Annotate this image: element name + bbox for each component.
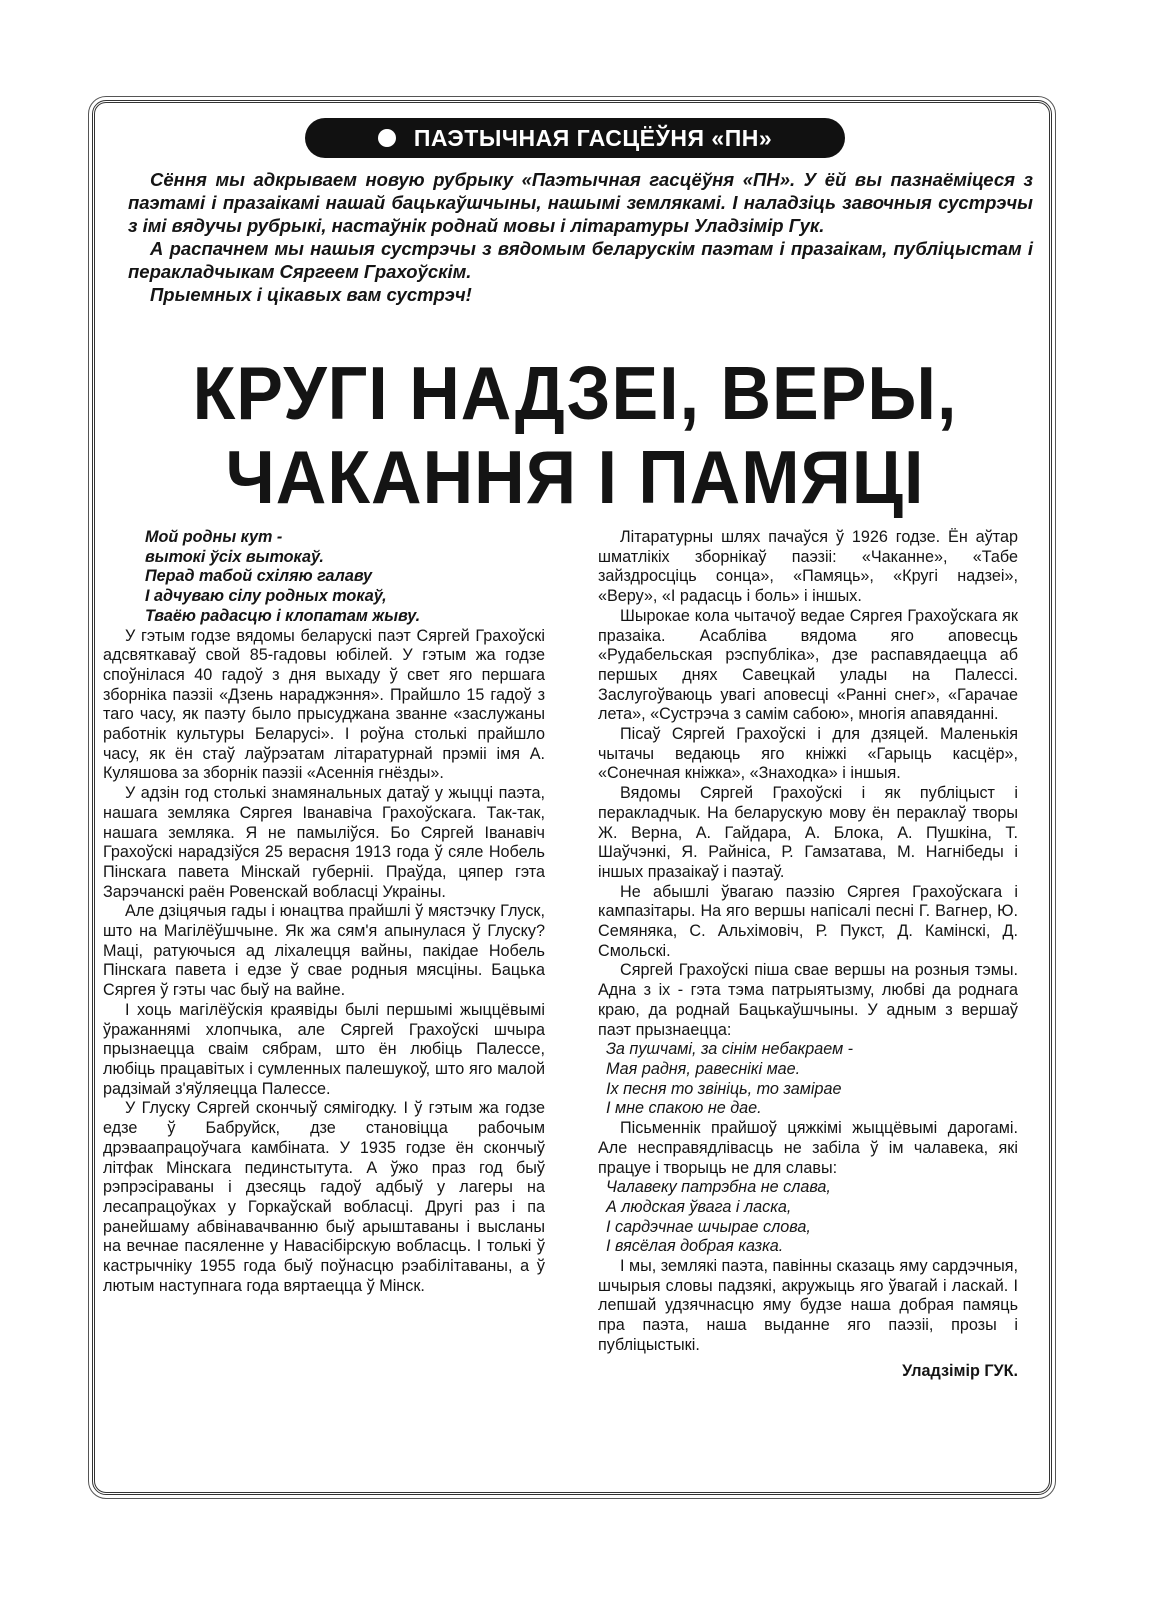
intro-block <box>128 168 1033 306</box>
epigraph-line: Мой родны кут - <box>145 528 283 546</box>
body-paragraph: Літаратурны шлях пачаўся ў 1926 годзе. Ён аўтар шматлікіх зборнікаў паэзіі: «Чаканне», «Табе зайздросціць сонца», «Памяць», «Кругі надзеі», «Веру», «І радасць і боль» і іншых. <box>598 528 1018 606</box>
epigraph-line: Тваёю радасцю і клопатам жыву. <box>145 606 421 625</box>
poem-line: І вясёлая добрая казка. <box>606 1237 784 1256</box>
body-paragraph: Вядомы Сяргей Грахоўскі і як публіцыст і перакладчык. На беларускую мову ён пераклаў творы Ж. Верна, А. Гайдара, А. Блока, А. Пушкіна, Т. Шаўчэнкі, Я. Райніса, Р. Гамзатава, М. Нагнібеды і іншых празаікаў і паэтаў. <box>598 784 1018 881</box>
rubric-banner <box>305 118 845 158</box>
poem-line: І сардэчнае шчырае слова, <box>606 1217 811 1236</box>
poem-line: І мне спакою не дае. <box>606 1099 762 1118</box>
poem-quote <box>602 1040 1018 1119</box>
poem-quote <box>602 1178 1018 1257</box>
body-paragraph: Пісьменнік прайшоў цяжкімі жыццёвымі дарогамі. Але несправядлівасць не забіла ў ім чалавека, які працуе і творыць не для славы: <box>598 1119 1018 1177</box>
body-paragraph: Шырокае кола чытачоў ведае Сяргея Грахоўскага як празаіка. Асабліва вядома яго аповесць «Рудабельская рэспубліка», дзе распавядаецца аб першых днях Савецкай улады на Палессі. Заслугоўваюць увагі аповесці «Ранні снег», «Гарачае лета», «Сустрэча з самім сабою», многія апавяданні. <box>598 606 1018 724</box>
right-column <box>598 528 1018 1381</box>
epigraph-line: вытокі ўсіх вытокаў. <box>145 547 324 566</box>
body-paragraph: І мы, землякі паэта, павінны сказаць яму сардэчныя, шчырыя словы падзякі, акружыць яго ўвагай і ласкай. І лепшай удзячнасцю яму будзе наша добрая памяць пра паэта, наша выданне яго паэзіі, прозы і публіцыстыкі. <box>598 1257 1018 1354</box>
body-paragraph: Сяргей Грахоўскі піша свае вершы на розныя тэмы. Адна з іх - гэта тэма патрыятызму, любві да роднага краю, да роднай Бацькаўшчыны. У адным з вершаў паэт прызнаецца: <box>598 961 1018 1039</box>
poem-line: Чалавеку патрэбна не слава, <box>606 1178 831 1197</box>
bullet-icon <box>378 129 396 147</box>
intro-paragraph: Прыемных і цікавых вам сустрэч! <box>150 284 472 305</box>
author-signature: Уладзімір ГУК. <box>902 1361 1018 1380</box>
headline-line-1: КРУГІ НАДЗЕІ, ВЕРЫ, <box>192 350 958 435</box>
epigraph-line: І адчуваю сілу родных токаў, <box>145 587 387 606</box>
rubric-title: ПАЭТЫЧНАЯ ГАСЦЁЎНЯ «ПН» <box>413 124 773 151</box>
poem-line: А людская ўвага і ласка, <box>606 1197 792 1216</box>
body-paragraph: Не абышлі ўвагаю паэзію Сяргея Грахоўскага і кампазітары. На яго вершы напісалі песні Г. Вагнер, Ю. Семяняка, С. Альхімовіч, Р. Пукст, Д. Камінскі, Д. Смольскі. <box>598 882 1018 960</box>
article-headline <box>100 351 1050 519</box>
headline-line-2: ЧАКАННЯ І ПАМЯЦІ <box>225 435 925 520</box>
intro-paragraph: А распачнем мы нашыя сустрэчы з вядомым беларускім паэтам і празаікам, публіцыстам і перакладчыкам Сяргеем Грахоўскім. <box>128 238 1033 282</box>
poem-line: За пушчамі, за сінім небакраем - <box>606 1040 854 1059</box>
body-paragraph: І хоць магілёўскія краявіды былі першымі жыццёвымі ўражаннямі хлопчыка, але Сяргей Грахоўскі шчыра прызнаецца сваім сябрам, што ён любіць Палессе, любіць працавітых і сумленных палешукоў, што яго малой радзімай з'яўляецца Палессе. <box>103 1000 545 1098</box>
left-column <box>103 528 545 1296</box>
intro-paragraph: Сёння мы адкрываем новую рубрыку «Паэтычная гасцёўня «ПН». У ёй вы пазнаёміцеся з паэтамі і празаікамі нашай бацькаўшчыны, нашымі землякамі. І наладзіць завочныя сустрэчы з імі вядучы рубрыкі, настаўнік роднай мовы і літаратуры Уладзімір Гук. <box>128 169 1033 236</box>
body-paragraph: У Глуску Сяргей скончыў сямігодку. І ў гэтым жа годзе едзе ў Бабруйск, дзе становіцца рабочым дрэваапрацоўчага камбіната. У 1935 годзе ён скончыў літфак Мінскага пединстытута. А ўжо праз год быў рэпрэсіраваны і дзесяць гадоў адбыў у лагеры на лесапрацоўках у Горкаўскай вобласці. Другі раз і па ранейшаму абвінавачванню быў арыштаваны і высланы на вечнае пасяленне у Навасібірскую вобласць. І толькі ў кастрычніку 1955 года быў поўнасцю рэабілітаваны, а ў лютым наступнага года вяртаецца ў Мінск. <box>103 1099 545 1295</box>
body-paragraph: Але дзіцячыя гады і юнацтва прайшлі ў мястэчку Глуск, што на Магілёўшчыне. Як жа сям'я апынулася ў Глуску? Маці, ратуючыся ад ліхалецця вайны, пакідае Нобель Пінскага павета і едзе ў свае родныя мясціны. Бацька Сяргея ў гэты час быў на вайне. <box>103 902 545 1000</box>
epigraph <box>145 528 545 627</box>
epigraph-line: Перад табой схіляю галаву <box>145 567 372 586</box>
body-paragraph: Пісаў Сяргей Грахоўскі і для дзяцей. Маленькія чытачы ведаюць яго кніжкі «Гарыць касцёр», «Сонечная кніжка», «Знаходка» і іншыя. <box>598 725 1018 783</box>
body-paragraph: У адзін год столькі знамянальных датаў у жыцці паэта, нашага земляка Сяргея Іванавіча Грахоўскага. Так-так, нашага земляка. Я не памыліўся. Бо Сяргей Іванавіч Грахоўскі нарадзіўся 25 верасня 1913 года ў сяле Нобель Пінскага павета Мінскай губерніі. Праўда, цяпер гэта Зарэчанскі раён Ровенскай вобласці Украіны. <box>103 784 545 901</box>
poem-line: Мая радня, равеснікі мае. <box>606 1059 801 1078</box>
body-paragraph: У гэтым годзе вядомы беларускі паэт Сяргей Грахоўскі адсвяткаваў свой 85-гадовы юбілей. У гэтым жа годзе споўнілася 40 гадоў з дня выхаду ў свет яго першага зборніка паэзіі «Дзень нараджэння». Прайшло 15 гадоў з таго часу, як паэту было прысуджана званне «заслужаны работнік культуры Беларусі». І роўна столькі прайшло часу, як ён стаў лаўрэатам літаратурнай прэміі імя А. Куляшова за зборнік паэзіі «Асеннія гнёзды». <box>103 626 545 783</box>
poem-line: Іх песня то звініць, то замірае <box>606 1079 842 1098</box>
